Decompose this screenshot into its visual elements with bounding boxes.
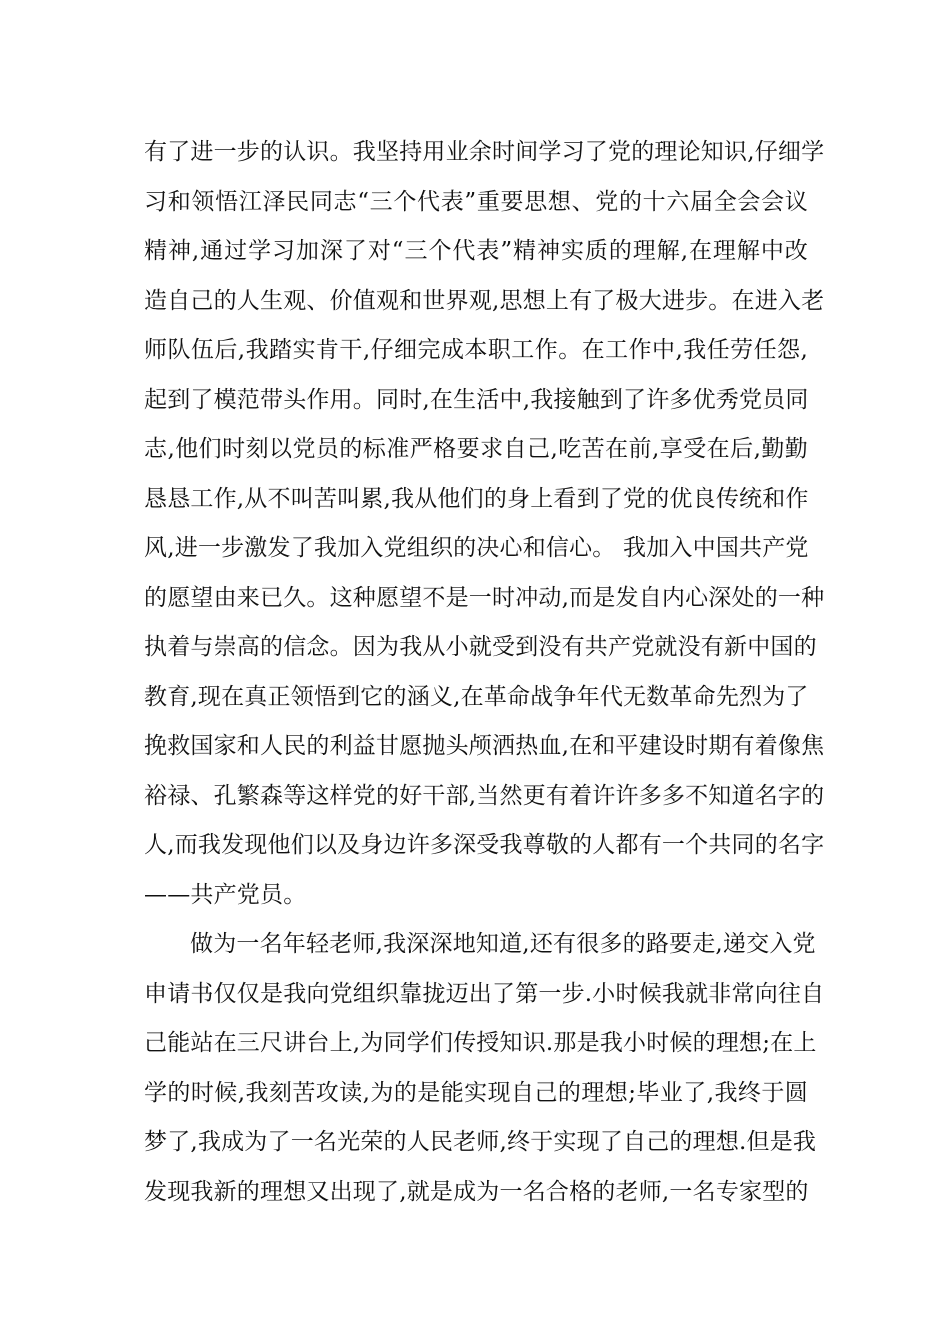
text-line: 师队伍后,我踏实肯干,仔细完成本职工作。在工作中,我任劳任怨,: [144, 337, 808, 363]
text-line: 执着与崇高的信念。因为我从小就受到没有共产党就没有新中国的: [144, 634, 817, 660]
text-line: 申请书仅仅是我向党组织靠拢迈出了第一步.小时候我就非常向往自: [144, 980, 825, 1007]
text-line: 裕禄、孔繁森等这样党的好干部,当然更有着许许多多不知道名字的: [144, 782, 825, 809]
text-line: 志,他们时刻以党员的标准严格要求自己,吃苦在前,享受在后,勤勤: [144, 436, 808, 462]
text-line: 习和领悟江泽民同志“三个代表”重要思想、党的十六届全会会议: [144, 188, 808, 215]
text-line: 的愿望由来已久。这种愿望不是一时冲动,而是发自内心深处的一种: [144, 584, 825, 611]
document-body: [144, 128, 825, 1217]
text-line: 起到了模范带头作用。同时,在生活中,我接触到了许多优秀党员同: [144, 386, 809, 413]
paragraph-1: [144, 128, 825, 920]
text-line: 己能站在三尺讲台上,为同学们传授知识.那是我小时候的理想;在上: [144, 1030, 817, 1056]
text-line: 精神,通过学习加深了对“三个代表”精神实质的理解,在理解中改: [144, 238, 808, 264]
text-line: ——共产党员。: [144, 881, 307, 908]
text-line: 挽救国家和人民的利益甘愿抛头颅洒热血,在和平建设时期有着像焦: [144, 733, 825, 759]
text-line: 人,而我发现他们以及身边许多深受我尊敬的人都有一个共同的名字: [144, 832, 825, 858]
text-line: 恳恳工作,从不叫苦叫累,我从他们的身上看到了党的优良传统和作: [144, 485, 809, 512]
text-line: 发现我新的理想又出现了,就是成为一名合格的老师,一名专家型的: [144, 1178, 809, 1205]
text-line: 有了进一步的认识。我坚持用业余时间学习了党的理论知识,仔细学: [144, 139, 825, 165]
text-line: 梦了,我成为了一名光荣的人民老师,终于实现了自己的理想.但是我: [144, 1129, 817, 1155]
text-line: 做为一名年轻老师,我深深地知道,还有很多的路要走,递交入党: [190, 931, 816, 957]
text-line: 造自己的人生观、价值观和世界观,思想上有了极大进步。在进入老: [144, 287, 825, 314]
text-line: 教育,现在真正领悟到它的涵义,在革命战争年代无数革命先烈为了: [144, 683, 809, 710]
paragraph-2: [144, 920, 825, 1217]
text-line: 学的时候,我刻苦攻读,为的是能实现自己的理想;毕业了,我终于圆: [144, 1079, 808, 1106]
text-line: 风,进一步激发了我加入党组织的决心和信心。 我加入中国共产党: [144, 535, 809, 561]
